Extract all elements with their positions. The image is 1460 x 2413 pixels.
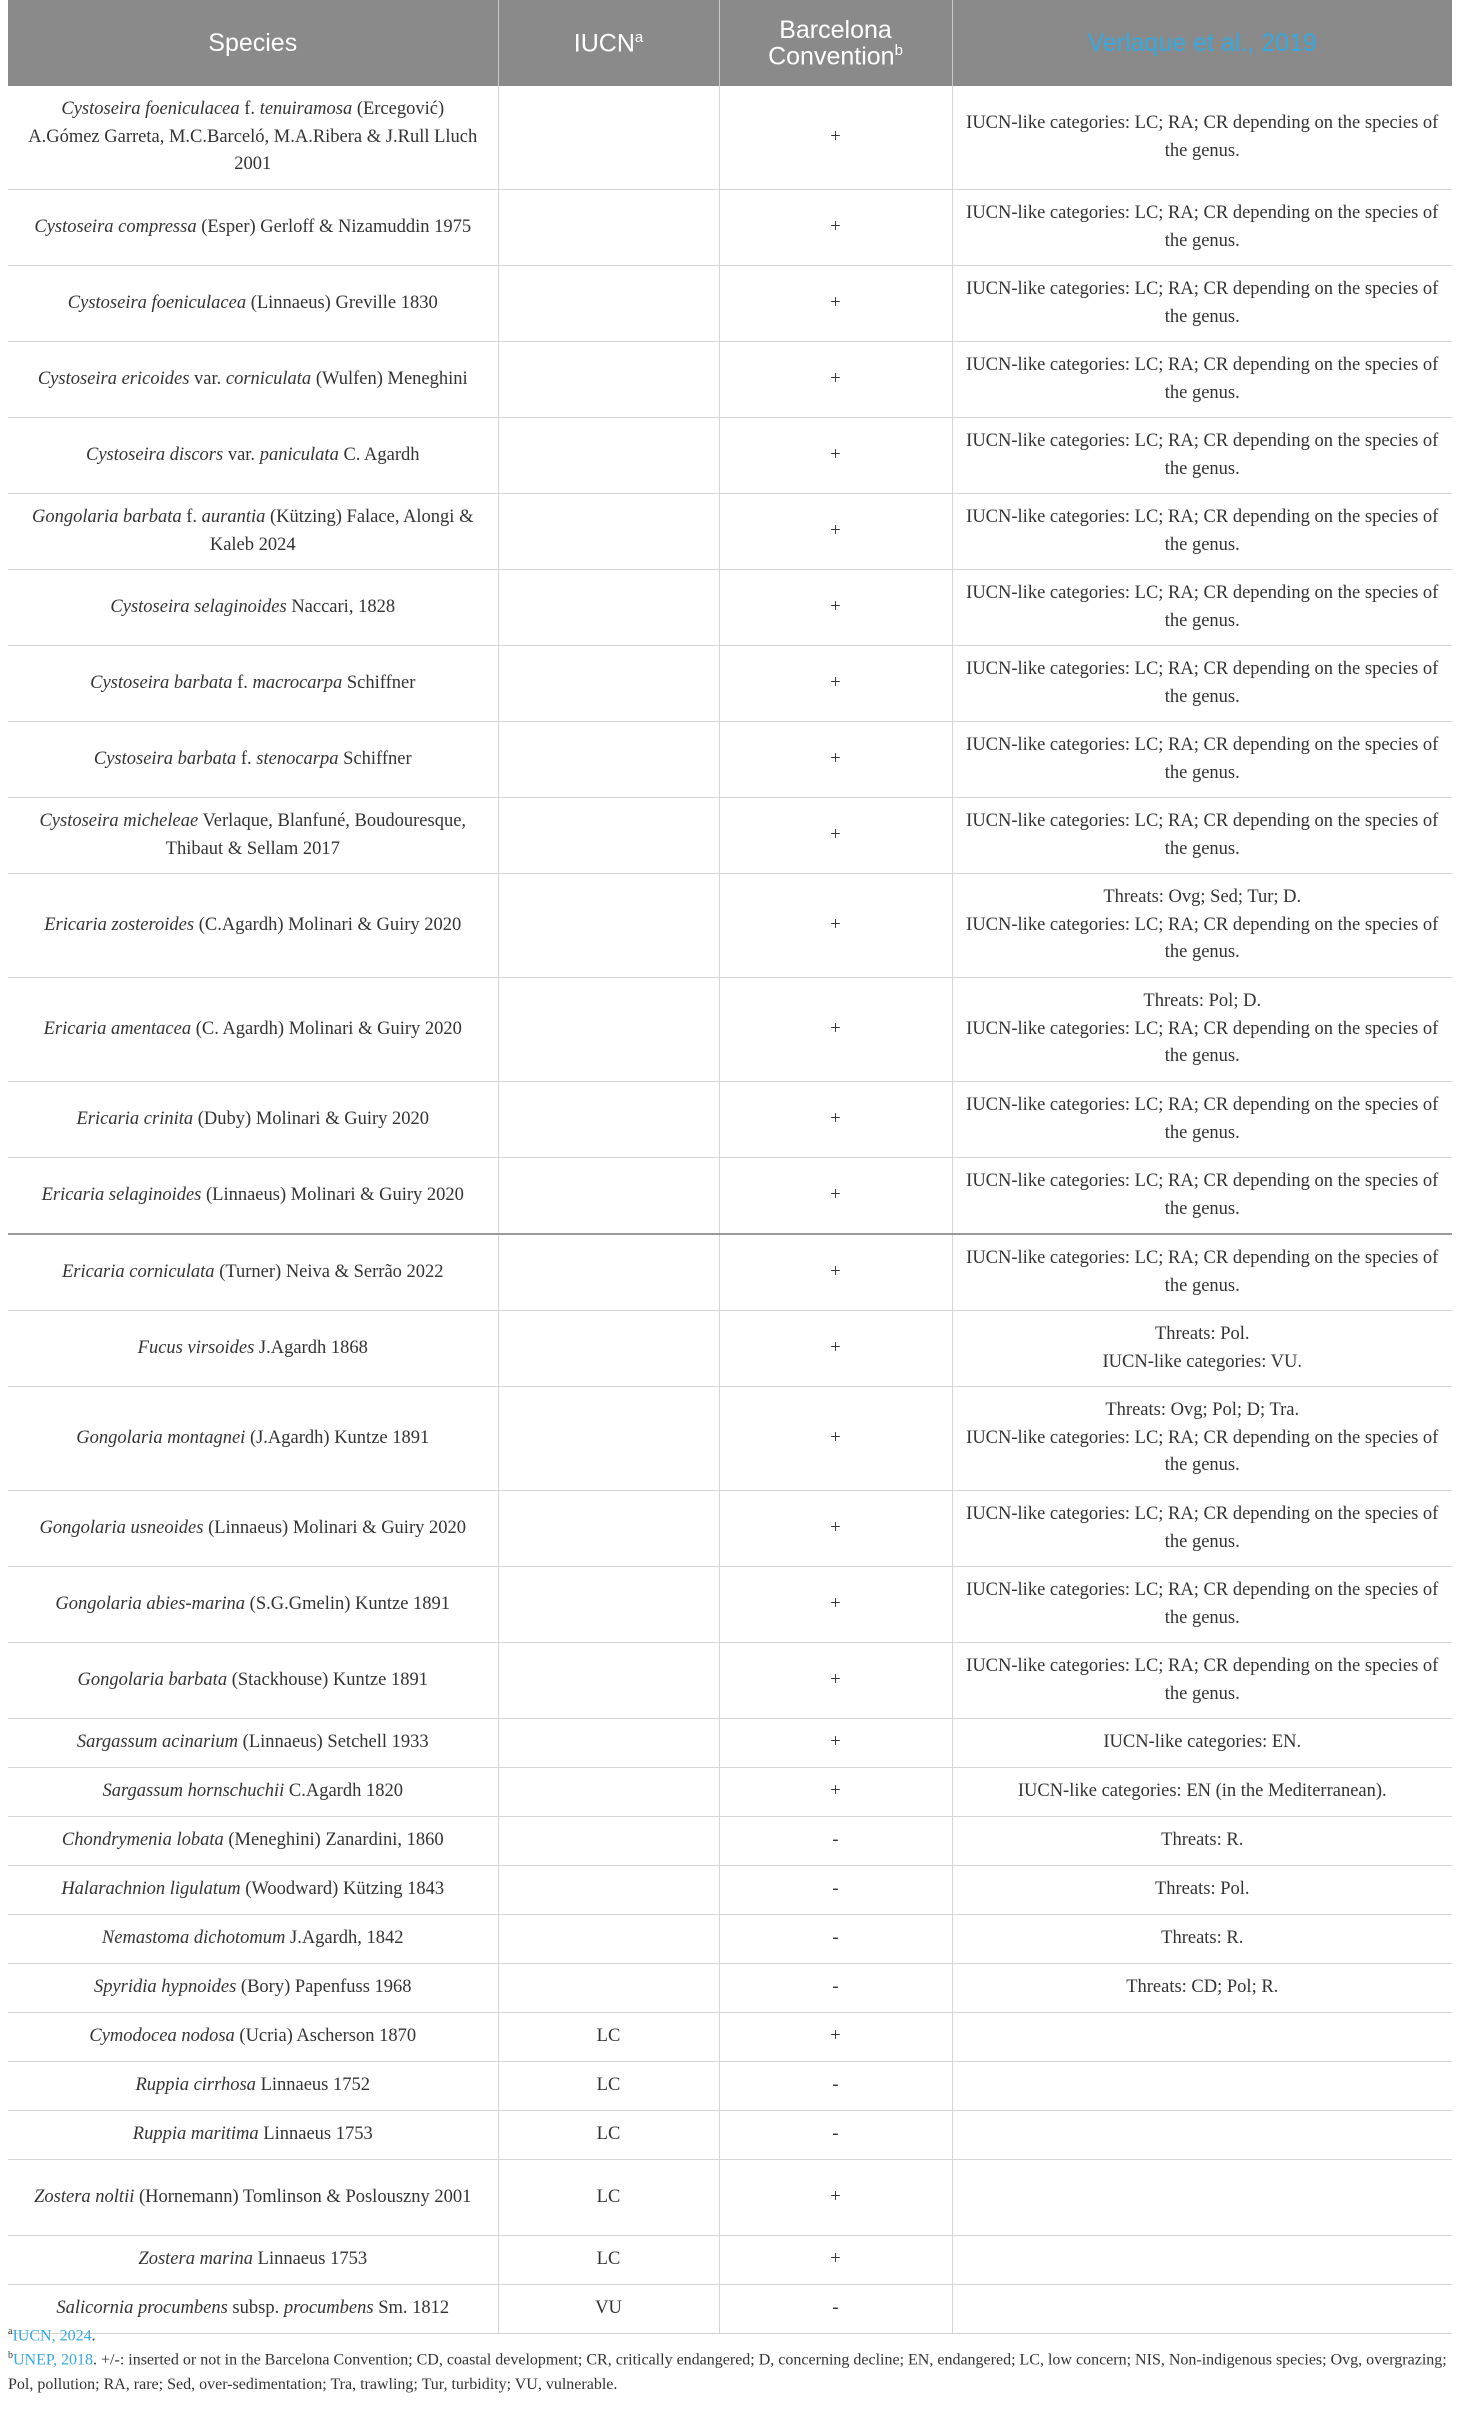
category-text: Threats: R. <box>1161 1830 1244 1851</box>
barcelona-cell: + <box>719 418 952 494</box>
species-cell <box>8 2111 498 2160</box>
iucn-cell <box>498 1964 719 2013</box>
verlaque-cell <box>952 1234 1452 1311</box>
species-name: Gongolaria barbata <box>77 1669 228 1690</box>
species-authority: C.Agardh 1820 <box>284 1781 403 1802</box>
species-authority: f. <box>232 672 253 693</box>
iucn-cell <box>498 190 719 266</box>
iucn-cell <box>498 978 719 1082</box>
verlaque-cell <box>952 978 1452 1082</box>
species-authority: (Wulfen) Meneghini <box>311 368 468 389</box>
species-authority: J.Agardh 1868 <box>254 1337 368 1358</box>
barcelona-cell: + <box>719 646 952 722</box>
species-cell <box>8 1866 498 1915</box>
iucn-cell: LC <box>498 2236 719 2285</box>
barcelona-cell: + <box>719 1491 952 1567</box>
barcelona-cell: + <box>719 570 952 646</box>
species-cell <box>8 1643 498 1719</box>
species-name: procumbens <box>283 2298 374 2319</box>
verlaque-cell <box>952 1311 1452 1387</box>
verlaque-cell <box>952 190 1452 266</box>
category-text: IUCN-like categories: LC; RA; CR depending on the species of the genus. <box>966 1018 1439 1067</box>
verlaque-cell <box>952 418 1452 494</box>
verlaque-cell <box>952 342 1452 418</box>
species-name: Spyridia hypnoides <box>93 1977 237 1998</box>
table-row <box>8 1964 1452 2013</box>
verlaque-cell <box>952 2160 1452 2236</box>
table-row <box>8 874 1452 978</box>
species-name: Gongolaria barbata <box>32 506 182 527</box>
species-authority: (Esper) Gerloff & Nizamuddin 1975 <box>196 216 472 237</box>
iucn-cell <box>498 1158 719 1235</box>
species-authority: (Stackhouse) Kuntze 1891 <box>227 1669 428 1690</box>
species-name: Cystoseira ericoides <box>37 368 190 389</box>
verlaque-cell <box>952 722 1452 798</box>
species-cell <box>8 1964 498 2013</box>
verlaque-cell <box>952 266 1452 342</box>
species-name: aurantia <box>201 506 266 527</box>
table-row <box>8 1768 1452 1817</box>
unep-2018-link[interactable]: UNEP, 2018 <box>13 2351 94 2369</box>
iucn-cell <box>498 798 719 874</box>
species-name: Ericaria amentacea <box>43 1018 192 1039</box>
species-cell <box>8 2062 498 2111</box>
table-row <box>8 2111 1452 2160</box>
verlaque-cell <box>952 1082 1452 1158</box>
species-authority: (C.Agardh) Molinari & Guiry 2020 <box>194 914 462 935</box>
table-row <box>8 86 1452 190</box>
barcelona-cell: + <box>719 798 952 874</box>
threats-text: Threats: Ovg; Sed; Tur; D. <box>1103 886 1302 907</box>
header-iucn-sup: a <box>634 28 644 46</box>
species-name: corniculata <box>225 368 312 389</box>
category-text: IUCN-like categories: LC; RA; CR depending on the species of the genus. <box>966 658 1439 707</box>
species-cell <box>8 978 498 1082</box>
header-barcelona-sup: b <box>894 41 903 59</box>
barcelona-cell: + <box>719 2160 952 2236</box>
species-name: Sargassum hornschuchii <box>102 1781 285 1802</box>
iucn-cell <box>498 266 719 342</box>
species-name: Gongolaria montagnei <box>76 1427 246 1448</box>
species-cell <box>8 190 498 266</box>
table-row <box>8 418 1452 494</box>
table-row <box>8 342 1452 418</box>
verlaque-cell <box>952 1387 1452 1491</box>
table-row <box>8 1915 1452 1964</box>
species-cell <box>8 798 498 874</box>
category-text: IUCN-like categories: LC; RA; CR depending on the species of the genus. <box>966 582 1439 631</box>
category-text: IUCN-like categories: LC; RA; CR depending on the species of the genus. <box>966 1247 1439 1296</box>
species-name: Cystoseira compressa <box>34 216 197 237</box>
species-authority: f. <box>239 98 260 119</box>
iucn-cell <box>498 722 719 798</box>
verlaque-cell <box>952 1719 1452 1768</box>
barcelona-cell: + <box>719 1643 952 1719</box>
species-authority: Linnaeus 1752 <box>255 2075 370 2096</box>
iucn-cell <box>498 646 719 722</box>
barcelona-cell: + <box>719 266 952 342</box>
category-text: IUCN-like categories: LC; RA; CR depending on the species of the genus. <box>966 1655 1439 1704</box>
species-authority: (Hornemann) Tomlinson & Poslouszny 2001 <box>134 2186 472 2207</box>
table-row <box>8 1643 1452 1719</box>
species-authority: Sm. 1812 <box>373 2298 450 2319</box>
iucn-cell <box>498 1719 719 1768</box>
footnotes <box>8 2324 1452 2397</box>
verlaque-cell <box>952 2236 1452 2285</box>
verlaque-cell <box>952 1915 1452 1964</box>
species-cell <box>8 1817 498 1866</box>
species-cell <box>8 494 498 570</box>
category-text: Threats: Pol. <box>1154 1879 1250 1900</box>
barcelona-cell: + <box>719 1768 952 1817</box>
verlaque-cell <box>952 1866 1452 1915</box>
species-name: Halarachnion ligulatum <box>61 1879 241 1900</box>
iucn-cell <box>498 1234 719 1311</box>
table-row <box>8 266 1452 342</box>
barcelona-cell: + <box>719 1311 952 1387</box>
table-row <box>8 1082 1452 1158</box>
species-cell <box>8 2013 498 2062</box>
category-text: IUCN-like categories: LC; RA; CR depending on the species of the genus. <box>966 1094 1439 1143</box>
threats-text: Threats: Pol. <box>1154 1323 1250 1344</box>
species-name: Cystoseira foeniculacea <box>61 98 240 119</box>
table-row <box>8 1158 1452 1235</box>
iucn-cell <box>498 1082 719 1158</box>
iucn-cell <box>498 418 719 494</box>
barcelona-cell: + <box>719 1567 952 1643</box>
species-name: Gongolaria abies-marina <box>55 1593 246 1614</box>
threats-text: Threats: Pol; D. <box>1143 990 1262 1011</box>
species-authority: (Linnaeus) Greville 1830 <box>246 292 438 313</box>
species-cell <box>8 86 498 190</box>
barcelona-cell: - <box>719 1964 952 2013</box>
species-authority: Schiffner <box>342 672 416 693</box>
verlaque-cell <box>952 1964 1452 2013</box>
barcelona-cell: - <box>719 1866 952 1915</box>
species-name: Cystoseira foeniculacea <box>67 292 247 313</box>
species-authority: (Kützing) Falace, Alongi & Kaleb 2024 <box>209 506 474 555</box>
verlaque-cell <box>952 1817 1452 1866</box>
verlaque-cell <box>952 2062 1452 2111</box>
species-authority: var. <box>223 444 260 465</box>
category-text: IUCN-like categories: LC; RA; CR depending on the species of the genus. <box>966 506 1439 555</box>
species-cell <box>8 266 498 342</box>
species-authority: Linnaeus 1753 <box>258 2124 373 2145</box>
species-authority: (J.Agardh) Kuntze 1891 <box>245 1427 430 1448</box>
category-text: Threats: R. <box>1161 1928 1244 1949</box>
table-row <box>8 1817 1452 1866</box>
species-cell <box>8 722 498 798</box>
verlaque-cell <box>952 798 1452 874</box>
header-barcelona: Barcelona Convention$^b$ <box>719 0 952 86</box>
barcelona-cell: + <box>719 1158 952 1235</box>
species-name: tenuiramosa <box>259 98 353 119</box>
barcelona-cell: + <box>719 978 952 1082</box>
table-row <box>8 2062 1452 2111</box>
verlaque-cell <box>952 494 1452 570</box>
header-verlaque-link[interactable]: Verlaque et al., 2019 <box>952 0 1452 86</box>
species-authority: (Linnaeus) Setchell 1933 <box>238 1732 429 1753</box>
species-cell <box>8 2160 498 2236</box>
species-cell <box>8 418 498 494</box>
header-row <box>8 0 1452 86</box>
category-text: IUCN-like categories: EN. <box>1103 1732 1302 1753</box>
table-row <box>8 798 1452 874</box>
verlaque-cell <box>952 874 1452 978</box>
species-name: Ericaria selaginoides <box>41 1184 202 1205</box>
iucn-cell: LC <box>498 2111 719 2160</box>
iucn-cell <box>498 86 719 190</box>
category-text: IUCN-like categories: LC; RA; CR depending on the species of the genus. <box>966 1170 1439 1219</box>
verlaque-cell <box>952 1768 1452 1817</box>
species-authority: Schiffner <box>338 748 412 769</box>
header-species: Species <box>8 0 498 86</box>
species-cell <box>8 2236 498 2285</box>
verlaque-cell <box>952 2013 1452 2062</box>
iucn-cell <box>498 1311 719 1387</box>
verlaque-cell <box>952 2111 1452 2160</box>
barcelona-cell: + <box>719 494 952 570</box>
species-name: Ruppia maritima <box>132 2124 259 2145</box>
species-authority: (Ucria) Ascherson 1870 <box>234 2026 417 2047</box>
species-cell <box>8 1158 498 1235</box>
iucn-cell <box>498 1567 719 1643</box>
category-text: IUCN-like categories: LC; RA; CR depending on the species of the genus. <box>966 810 1439 859</box>
barcelona-cell: + <box>719 1234 952 1311</box>
species-cell <box>8 1082 498 1158</box>
species-name: Chondrymenia lobata <box>61 1830 224 1851</box>
category-text: IUCN-like categories: LC; RA; CR depending on the species of the genus. <box>966 430 1439 479</box>
category-text: IUCN-like categories: LC; RA; CR depending on the species of the genus. <box>966 1579 1439 1628</box>
table-row <box>8 2013 1452 2062</box>
species-authority: subsp. <box>227 2298 284 2319</box>
barcelona-cell: - <box>719 2111 952 2160</box>
table-row <box>8 190 1452 266</box>
table-row <box>8 2160 1452 2236</box>
verlaque-cell <box>952 1491 1452 1567</box>
species-authority: Naccari, 1828 <box>286 596 396 617</box>
species-cell <box>8 1768 498 1817</box>
species-cell <box>8 874 498 978</box>
species-name: Cymodocea nodosa <box>89 2026 235 2047</box>
iucn-cell <box>498 1866 719 1915</box>
verlaque-cell <box>952 646 1452 722</box>
iucn-cell: LC <box>498 2013 719 2062</box>
species-authority: var. <box>189 368 226 389</box>
barcelona-cell: + <box>719 1387 952 1491</box>
table-row <box>8 646 1452 722</box>
table-body <box>8 86 1452 2334</box>
category-text: IUCN-like categories: EN (in the Mediterranean). <box>1017 1781 1387 1802</box>
species-name: Zostera marina <box>138 2249 254 2270</box>
species-authority: Verlaque, Blanfuné, Boudouresque, Thibaut & Sellam 2017 <box>165 810 467 859</box>
species-name: Ericaria zosteroides <box>44 914 195 935</box>
species-name: Fucus virsoides <box>137 1337 255 1358</box>
category-text: IUCN-like categories: LC; RA; CR depending on the species of the genus. <box>966 1503 1439 1552</box>
category-text: IUCN-like categories: LC; RA; CR depending on the species of the genus. <box>966 354 1439 403</box>
species-name: Nemastoma dichotomum <box>101 1928 286 1949</box>
species-cell <box>8 1719 498 1768</box>
species-authority: Linnaeus 1753 <box>253 2249 368 2270</box>
barcelona-cell: + <box>719 342 952 418</box>
table-row <box>8 570 1452 646</box>
iucn-cell: LC <box>498 2160 719 2236</box>
species-name: Salicornia procumbens <box>56 2298 228 2319</box>
barcelona-cell: + <box>719 2236 952 2285</box>
species-cell <box>8 646 498 722</box>
species-authority: (Woodward) Kützing 1843 <box>240 1879 445 1900</box>
species-authority: (Linnaeus) Molinari & Guiry 2020 <box>201 1184 464 1205</box>
species-name: stenocarpa <box>256 748 339 769</box>
verlaque-cell <box>952 1567 1452 1643</box>
iucn-cell <box>498 874 719 978</box>
species-name: macrocarpa <box>252 672 343 693</box>
table-row <box>8 1491 1452 1567</box>
verlaque-cell <box>952 1158 1452 1235</box>
species-authority: (Duby) Molinari & Guiry 2020 <box>193 1108 429 1129</box>
category-text: IUCN-like categories: LC; RA; CR depending on the species of the genus. <box>966 278 1439 327</box>
barcelona-cell: + <box>719 2013 952 2062</box>
species-authority: f. <box>236 748 257 769</box>
species-name: Cystoseira micheleae <box>39 810 199 831</box>
species-cell <box>8 1491 498 1567</box>
verlaque-cell <box>952 1643 1452 1719</box>
table-row <box>8 1234 1452 1311</box>
category-text: IUCN-like categories: LC; RA; CR depending on the species of the genus. <box>966 1427 1439 1476</box>
barcelona-cell: - <box>719 1915 952 1964</box>
barcelona-cell: + <box>719 86 952 190</box>
species-name: paniculata <box>259 444 339 465</box>
barcelona-cell: + <box>719 1719 952 1768</box>
species-cell <box>8 1387 498 1491</box>
iucn-cell <box>498 1387 719 1491</box>
species-authority: (Linnaeus) Molinari & Guiry 2020 <box>203 1517 466 1538</box>
barcelona-cell: + <box>719 874 952 978</box>
iucn-cell: VU <box>498 2285 719 2334</box>
category-text: IUCN-like categories: LC; RA; CR depending on the species of the genus. <box>966 734 1439 783</box>
barcelona-cell: - <box>719 2062 952 2111</box>
category-text: Threats: CD; Pol; R. <box>1126 1977 1279 1998</box>
species-name: Ruppia cirrhosa <box>135 2075 256 2096</box>
category-text: IUCN-like categories: LC; RA; CR depending on the species of the genus. <box>966 202 1439 251</box>
species-name: Gongolaria usneoides <box>39 1517 204 1538</box>
species-name: Ericaria crinita <box>76 1108 194 1129</box>
barcelona-cell: + <box>719 722 952 798</box>
species-authority: (Ercegović) A.Gómez Garreta, M.C.Barceló, M.A.Ribera & J.Rull Lluch 2001 <box>28 98 478 175</box>
table-container <box>8 0 1452 2334</box>
species-authority: (Bory) Papenfuss 1968 <box>236 1977 412 1998</box>
species-authority: J.Agardh, 1842 <box>285 1928 404 1949</box>
iucn-cell <box>498 1491 719 1567</box>
iucn-cell <box>498 1643 719 1719</box>
footnote-a: $^a$IUCN, 2024. <box>8 2326 96 2345</box>
footnote-b: $^b$UNEP, 2018. +/-: inserted or not in the Barcelona Convention; CD, coastal development; CR, critically endangered; D, concerning decline; EN, endangered; LC, low concern; NIS, Non-indigenous species; Ovg, overgrazing; Pol, pollution; RA, rare; Sed, over-sedimentation; Tra, trawling; Tur, turbidity; VU, vulnerable. <box>8 2350 1447 2393</box>
species-authority: (S.G.Gmelin) Kuntze 1891 <box>245 1593 451 1614</box>
table-row <box>8 1387 1452 1491</box>
species-cell <box>8 1915 498 1964</box>
table-row <box>8 494 1452 570</box>
species-name: Cystoseira selaginoides <box>110 596 287 617</box>
iucn-cell <box>498 342 719 418</box>
iucn-cell <box>498 1915 719 1964</box>
category-text: IUCN-like categories: LC; RA; CR depending on the species of the genus. <box>966 914 1439 963</box>
species-table <box>8 0 1452 2334</box>
species-name: Cystoseira discors <box>85 444 224 465</box>
species-name: Ericaria corniculata <box>61 1261 215 1282</box>
barcelona-cell: - <box>719 1817 952 1866</box>
table-row <box>8 1866 1452 1915</box>
table-row <box>8 1567 1452 1643</box>
species-cell <box>8 1234 498 1311</box>
iucn-cell <box>498 1817 719 1866</box>
species-authority: (Meneghini) Zanardini, 1860 <box>223 1830 444 1851</box>
species-authority: f. <box>181 506 202 527</box>
barcelona-cell: + <box>719 190 952 266</box>
threats-text: Threats: Ovg; Pol; D; Tra. <box>1105 1399 1300 1420</box>
table-row <box>8 1311 1452 1387</box>
table-row <box>8 722 1452 798</box>
table-row <box>8 978 1452 1082</box>
species-authority: (Turner) Neiva & Serrão 2022 <box>214 1261 444 1282</box>
category-text: IUCN-like categories: LC; RA; CR depending on the species of the genus. <box>966 112 1439 161</box>
species-cell <box>8 1311 498 1387</box>
species-cell <box>8 342 498 418</box>
species-name: Cystoseira barbata <box>93 748 237 769</box>
species-name: Sargassum acinarium <box>76 1732 239 1753</box>
species-cell <box>8 570 498 646</box>
verlaque-cell <box>952 570 1452 646</box>
category-text: IUCN-like categories: VU. <box>1102 1351 1302 1372</box>
iucn-cell <box>498 494 719 570</box>
species-authority: C. Agardh <box>338 444 420 465</box>
table-row <box>8 1719 1452 1768</box>
barcelona-cell: - <box>719 2285 952 2334</box>
verlaque-cell <box>952 86 1452 190</box>
species-authority: (C. Agardh) Molinari & Guiry 2020 <box>191 1018 462 1039</box>
iucn-cell <box>498 570 719 646</box>
iucn-cell: LC <box>498 2062 719 2111</box>
species-name: Cystoseira barbata <box>90 672 233 693</box>
species-name: Zostera noltii <box>34 2186 135 2207</box>
header-iucn: IUCN$^a$ <box>498 0 719 86</box>
species-cell <box>8 1567 498 1643</box>
iucn-cell <box>498 1768 719 1817</box>
iucn-2024-link[interactable]: IUCN, 2024 <box>12 2327 92 2345</box>
table-row <box>8 2236 1452 2285</box>
barcelona-cell: + <box>719 1082 952 1158</box>
